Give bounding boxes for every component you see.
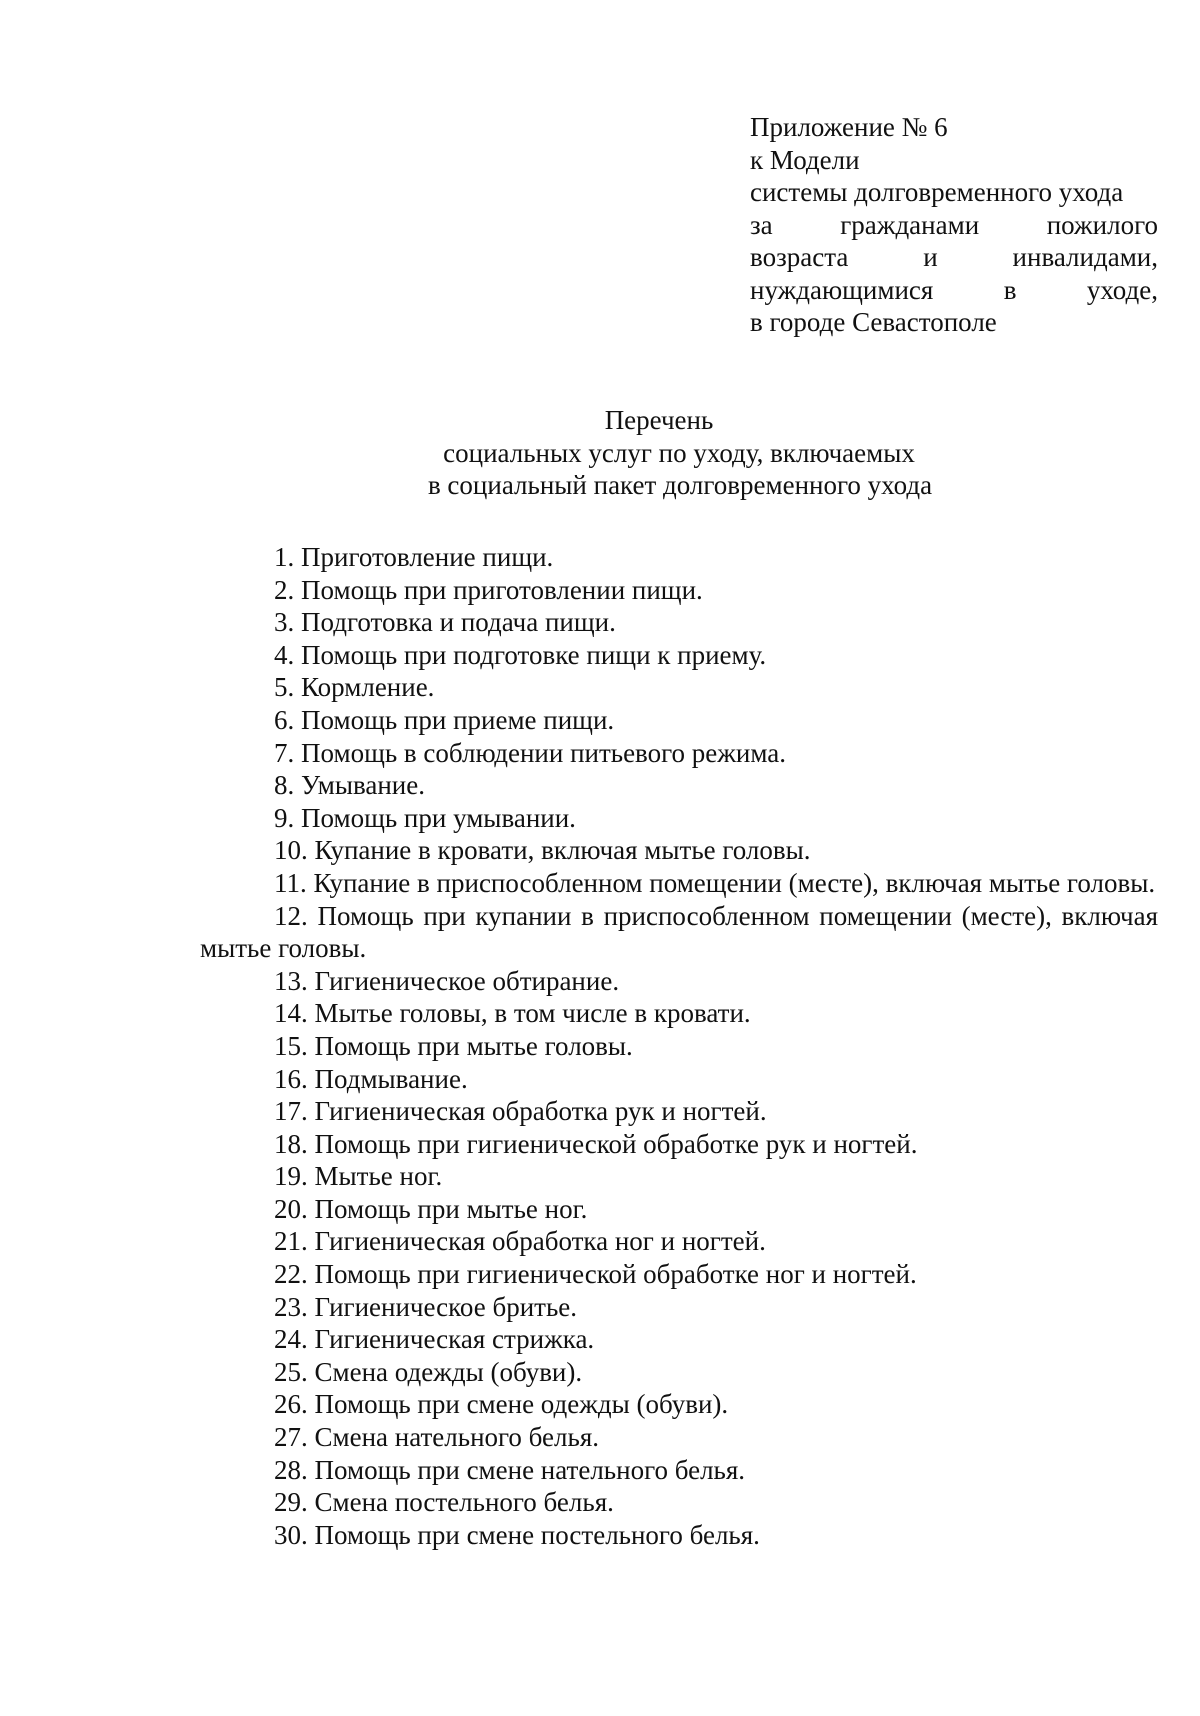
list-item-number: 20. <box>274 1193 308 1224</box>
list-item-text: Кормление. <box>301 672 435 703</box>
list-item-number: 24. <box>274 1324 308 1355</box>
list-item <box>200 1421 1158 1454</box>
appendix-line <box>750 241 1158 274</box>
list-item <box>200 704 1158 737</box>
list-item <box>200 1258 1158 1291</box>
list-item-text: Помощь при умывании. <box>301 802 576 833</box>
list-item-number: 4. <box>274 639 295 670</box>
list-item-number: 5. <box>274 672 295 703</box>
list-item <box>200 802 1158 835</box>
list-item-text: Подготовка и подача пищи. <box>301 607 616 638</box>
list-item-number: 3. <box>274 607 295 638</box>
list-item-text: Приготовление пищи. <box>301 542 554 572</box>
appendix-line: Приложение № 6 <box>750 112 948 142</box>
list-item-number: 12. <box>274 900 308 931</box>
list-item-number: 13. <box>274 965 308 996</box>
list-item-text: Гигиеническая стрижка. <box>314 1324 595 1355</box>
list-item <box>200 900 1158 965</box>
list-item-number: 7. <box>274 737 295 768</box>
list-item-number: 16. <box>274 1063 308 1094</box>
list-item <box>200 1030 1158 1063</box>
list-item <box>200 1193 1158 1226</box>
services-list <box>200 541 1158 1551</box>
list-item <box>200 867 1158 900</box>
list-item-text: Помощь при мытье головы. <box>314 1030 633 1061</box>
list-item-number: 29. <box>274 1487 308 1518</box>
document-title <box>200 404 1160 502</box>
list-item <box>200 737 1158 770</box>
list-item-number: 6. <box>274 704 295 735</box>
list-item <box>200 1063 1158 1096</box>
title-line: Перечень <box>604 405 714 435</box>
list-item-text: Гигиеническое бритье. <box>314 1291 577 1322</box>
list-item <box>200 1356 1158 1389</box>
list-item <box>200 1291 1158 1324</box>
appendix-line: системы долговременного ухода <box>750 177 1124 207</box>
list-item-text: Гигиеническое обтирание. <box>314 965 620 996</box>
list-item <box>200 997 1158 1030</box>
list-item <box>200 1160 1158 1193</box>
list-item-number: 18. <box>274 1128 308 1159</box>
list-item-number: 14. <box>274 998 308 1029</box>
list-item <box>200 1486 1158 1519</box>
appendix-line: к Модели <box>750 144 860 175</box>
list-item-number: 22. <box>274 1259 308 1290</box>
list-item <box>200 1454 1158 1487</box>
list-item-number: 10. <box>274 835 308 866</box>
list-item <box>200 965 1158 998</box>
list-item-text: Помощь при мытье ног. <box>314 1193 588 1224</box>
appendix-line <box>750 209 1158 242</box>
appendix-word: пожилого <box>1046 209 1158 240</box>
list-item <box>200 1128 1158 1161</box>
list-item-text: Помощь при гигиенической обработке ног и ногтей. <box>314 1259 917 1290</box>
list-item-number: 15. <box>274 1030 308 1061</box>
list-item <box>200 541 1158 574</box>
list-item-text: Помощь в соблюдении питьевого режима. <box>301 737 786 768</box>
list-item <box>200 1519 1158 1552</box>
appendix-line: в городе Севастополе <box>750 307 997 337</box>
list-item-number: 8. <box>274 770 295 801</box>
list-item-text: Мытье ног. <box>314 1161 443 1192</box>
list-item <box>200 1388 1158 1421</box>
list-item-text: Смена одежды (обуви). <box>314 1356 583 1387</box>
list-item-text: Умывание. <box>301 770 425 801</box>
list-item-number: 28. <box>274 1454 308 1485</box>
list-item-text: Помощь при смене постельного белья. <box>314 1519 760 1550</box>
list-item <box>200 834 1158 867</box>
appendix-word: за <box>750 209 773 240</box>
list-item-number: 1. <box>274 542 295 572</box>
appendix-line <box>750 274 1158 307</box>
list-item-number: 26. <box>274 1389 308 1420</box>
list-item-number: 21. <box>274 1226 308 1257</box>
list-item-number: 27. <box>274 1422 308 1453</box>
list-item-text: Подмывание. <box>314 1063 468 1094</box>
list-item-text: Помощь при подготовке пищи к приему. <box>301 639 767 670</box>
list-item-text: Смена постельного белья. <box>314 1487 614 1518</box>
list-item-number: 2. <box>274 574 295 605</box>
appendix-word: возраста <box>750 242 849 272</box>
list-item-text: Гигиеническая обработка рук и ногтей. <box>314 1096 767 1127</box>
list-item-text: Купание в приспособленном помещении (месте), включая мытье головы. <box>313 867 1156 898</box>
list-item <box>200 606 1158 639</box>
list-item-text: Помощь при приготовлении пищи. <box>301 574 703 605</box>
list-item-text: Помощь при купании в приспособленном помещении (месте), включая мытье головы. <box>200 900 1158 964</box>
title-line: социальных услуг по уходу, включаемых <box>443 437 915 468</box>
list-item-text: Мытье головы, в том числе в кровати. <box>314 998 751 1029</box>
appendix-word: и <box>923 242 938 272</box>
appendix-word: гражданами <box>840 209 980 240</box>
list-item-number: 11. <box>274 867 307 898</box>
list-item-text: Гигиеническая обработка ног и ногтей. <box>314 1226 766 1257</box>
list-item-text: Помощь при смене нательного белья. <box>314 1454 746 1485</box>
list-item <box>200 639 1158 672</box>
list-item-number: 17. <box>274 1096 308 1127</box>
appendix-header <box>750 111 1158 339</box>
list-item-number: 30. <box>274 1519 308 1550</box>
list-item <box>200 574 1158 607</box>
list-item-text: Помощь при смене одежды (обуви). <box>314 1389 729 1420</box>
list-item-number: 25. <box>274 1356 308 1387</box>
appendix-word: уходе, <box>1086 274 1158 305</box>
appendix-word: в <box>1003 274 1017 305</box>
list-item <box>200 1323 1158 1356</box>
appendix-word: нуждающимися <box>750 274 934 305</box>
appendix-word: инвалидами, <box>1012 242 1158 272</box>
list-item-number: 19. <box>274 1161 308 1192</box>
list-item-text: Смена нательного белья. <box>314 1422 599 1453</box>
list-item <box>200 1095 1158 1128</box>
title-line: в социальный пакет долговременного ухода <box>427 470 933 500</box>
list-item-text: Купание в кровати, включая мытье головы. <box>314 835 811 866</box>
list-item-text: Помощь при приеме пищи. <box>301 704 615 735</box>
list-item-text: Помощь при гигиенической обработке рук и ногтей. <box>314 1128 918 1159</box>
list-item-number: 23. <box>274 1291 308 1322</box>
list-item <box>200 671 1158 704</box>
list-item <box>200 769 1158 802</box>
list-item <box>200 1225 1158 1258</box>
list-item-number: 9. <box>274 802 295 833</box>
